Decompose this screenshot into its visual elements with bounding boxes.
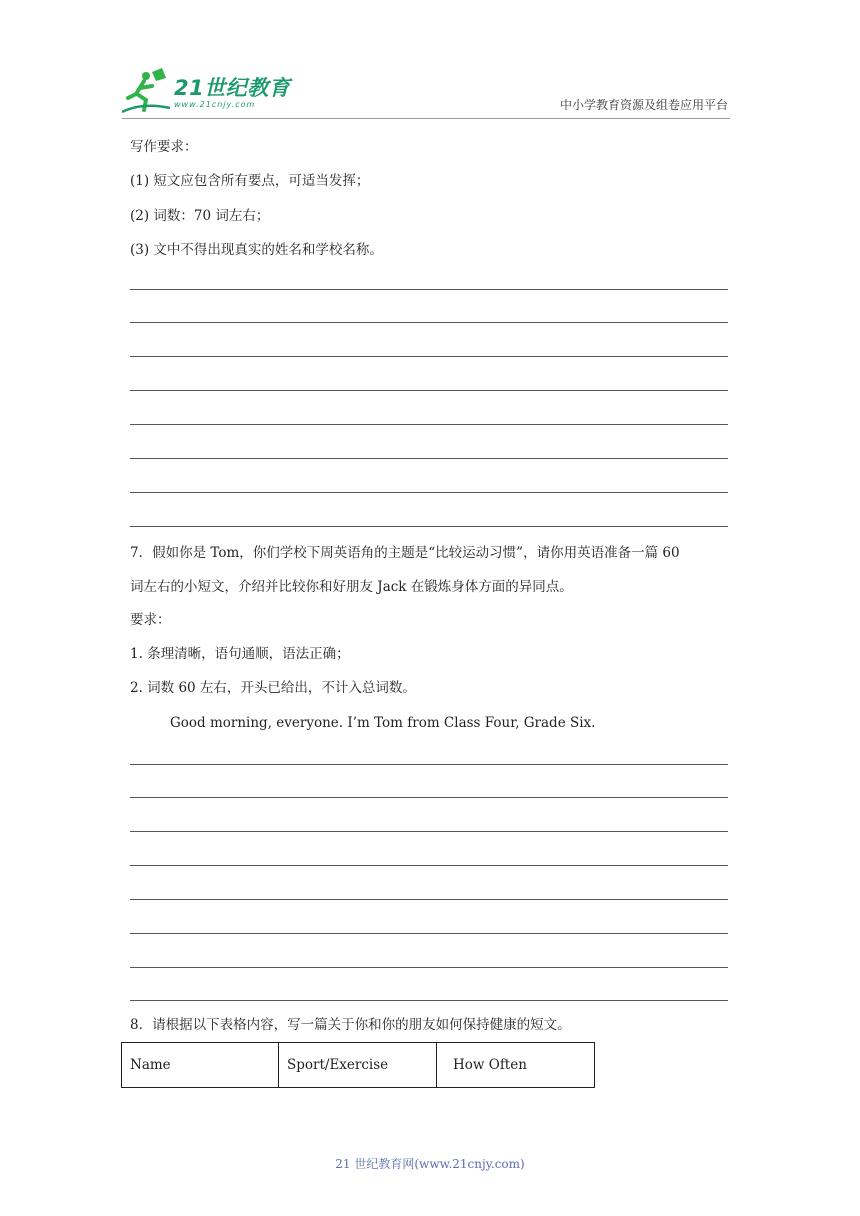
site-logo bbox=[122, 68, 292, 116]
q7-opening-sentence: Good morning, everyone. I’m Tom from Class Four, Grade Six. bbox=[170, 715, 596, 731]
answer-line[interactable] bbox=[130, 458, 728, 459]
requirement-1: (1) 短文应包含所有要点，可适当发挥； bbox=[130, 173, 370, 189]
logo-url: www.21cnjy.com bbox=[174, 100, 256, 109]
platform-tagline: 中小学教育资源及组卷应用平台 bbox=[559, 98, 728, 112]
answer-line[interactable] bbox=[130, 764, 728, 765]
answer-line[interactable] bbox=[130, 967, 728, 968]
answer-line[interactable] bbox=[130, 865, 728, 866]
answer-line[interactable] bbox=[130, 289, 728, 290]
q7-prompt-line-1: 7．假如你是 Tom，你们学校下周英语角的主题是“比较运动习惯”，请你用英语准备一篇 60 bbox=[130, 545, 680, 561]
page-header bbox=[0, 0, 860, 120]
table-header-frequency: How Often bbox=[453, 1057, 527, 1073]
answer-line[interactable] bbox=[130, 933, 728, 934]
answer-line[interactable] bbox=[130, 322, 728, 323]
q7-requirements-title: 要求： bbox=[130, 612, 171, 628]
answer-line[interactable] bbox=[130, 492, 728, 493]
q7-requirement-1: 1. 条理清晰，语句通顺，语法正确； bbox=[130, 646, 350, 662]
answer-line[interactable] bbox=[130, 424, 728, 425]
answer-line[interactable] bbox=[130, 356, 728, 357]
requirement-2: (2) 词数：70 词左右； bbox=[130, 208, 270, 224]
answer-line[interactable] bbox=[130, 899, 728, 900]
q7-prompt-line-2: 词左右的小短文，介绍并比较你和好朋友 Jack 在锻炼身体方面的异同点。 bbox=[130, 579, 573, 595]
q7-requirement-2: 2. 词数 60 左右，开头已给出，不计入总词数。 bbox=[130, 680, 416, 696]
q8-info-table bbox=[121, 1042, 595, 1088]
table-header-sport: Sport/Exercise bbox=[279, 1043, 437, 1087]
answer-line[interactable] bbox=[130, 390, 728, 391]
q8-prompt: 8．请根据以下表格内容，写一篇关于你和你的朋友如何保持健康的短文。 bbox=[130, 1017, 571, 1033]
answer-line[interactable] bbox=[130, 797, 728, 798]
requirement-3: (3) 文中不得出现真实的姓名和学校名称。 bbox=[130, 242, 383, 258]
answer-line[interactable] bbox=[130, 831, 728, 832]
answer-line[interactable] bbox=[130, 1000, 728, 1001]
page-footer[interactable]: 21 世纪教育网(www.21cnjy.com) bbox=[335, 1157, 525, 1171]
header-divider bbox=[122, 118, 730, 119]
answer-line[interactable] bbox=[130, 526, 728, 527]
runner-logo-icon bbox=[122, 68, 174, 114]
table-header-name: Name bbox=[122, 1043, 279, 1087]
writing-requirements-title: 写作要求： bbox=[130, 139, 198, 155]
logo-text: 21世纪教育 bbox=[174, 76, 291, 100]
